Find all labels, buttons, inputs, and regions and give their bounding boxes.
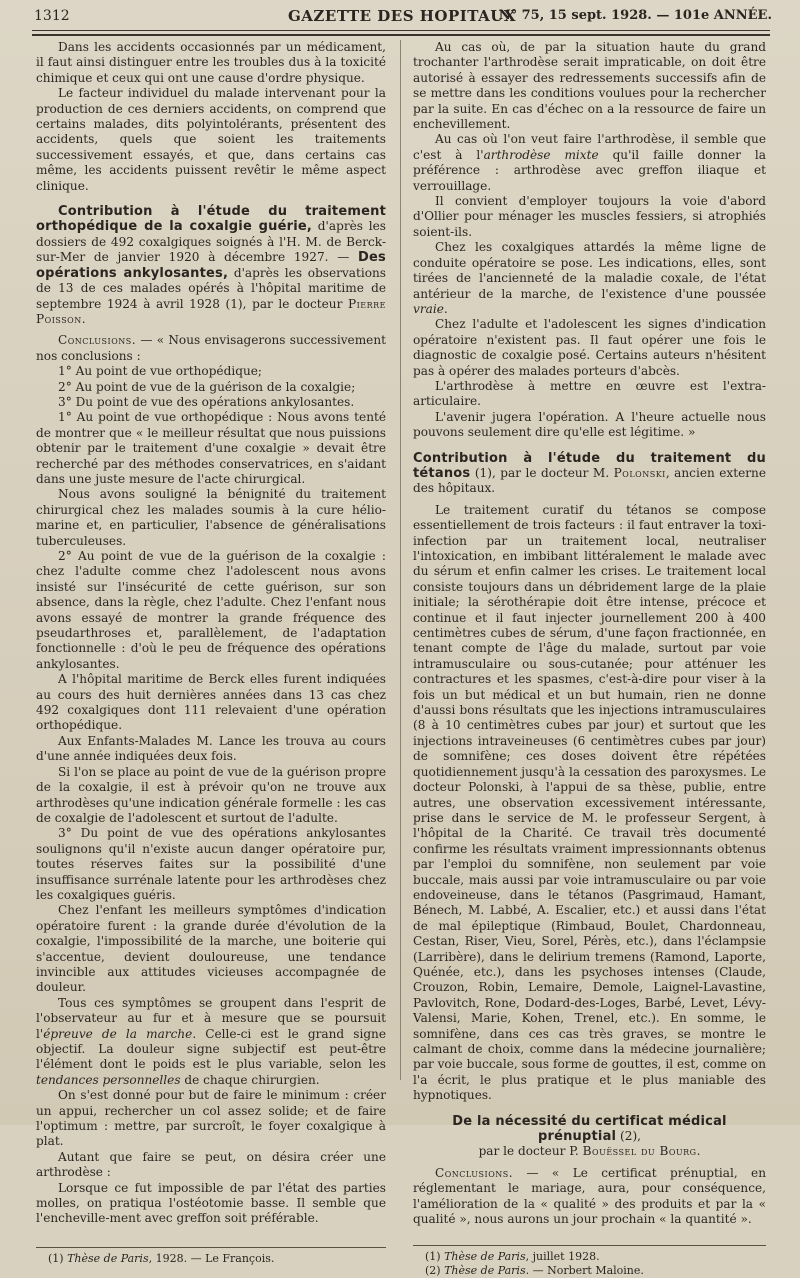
paragraph: 3° Du point de vue des opérations ankylosantes soulignons qu'il n'existe aucun danger opératoire pur, toutes réserves faites sur la possibilité d'une insuffisance surrénale latente pour les arthrodèses chez les coxalgiques guéris.	[36, 826, 386, 902]
article-subtitle: d'après les dossiers de 492 coxalgiques soignés à l'H. M. de Berck-sur-Mer de janvier 1920 à décembre 1927. —	[36, 219, 386, 265]
paragraph: Dans les accidents occasionnés par un médicament, il faut ainsi distinguer entre les troubles dus à la toxicité chimique et ceux qui ont une cause d'ordre physique.	[36, 40, 386, 85]
article-title: Contribution à l'étude du traitement orthopédique de la coxalgie guérie,	[36, 204, 386, 235]
footnote: (2) Thèse de Paris. — Norbert Maloine.	[425, 1264, 644, 1278]
paragraph: Chez l'enfant les meilleurs symptômes d'indication opératoire furent : la grande durée d'évolution de la coxalgie, l'impossibilité de la marche, une boiterie qui s'accentue, devient douloureuse, une tendance invincible aux attitudes vicieuses accompagnée de douleur.	[36, 903, 386, 995]
conclusions-label: Conclusions.	[435, 1165, 514, 1180]
article-title: Contribution à l'étude du traitement du tétanos	[413, 450, 766, 481]
paragraph: A l'hôpital maritime de Berck elles furent indiquées au cours des huit dernières années dans 13 cas chez 492 coxalgiques dont 111 relevaient d'une opération orthopédique.	[36, 672, 386, 733]
paragraph: Nous avons souligné la bénignité du traitement chirurgical chez les malades soumis à la cure hélio-marine et, en particulier, l'absence de généralisations tuberculeuses.	[36, 487, 386, 548]
list-item: 1° Au point de vue orthopédique;	[58, 364, 262, 379]
paragraph: Au cas où l'on veut faire l'arthrodèse, il semble que c'est à l'arthrodèse mixte qu'il faille donner la préférence : arthrodèse avec greffon iliaque et verrouillage.	[413, 132, 766, 193]
footnote: (1) Thèse de Paris, juillet 1928.	[425, 1250, 600, 1264]
paragraph: 1° Au point de vue orthopédique : Nous avons tenté de montrer que « le meilleur résultat que nous puissions obtenir par le traitement d'une coxalgie » devait être recherché par des méthodes conservatrices, en s'aidant dans une juste mesure de l'acte chirurgical.	[36, 410, 386, 486]
paragraph: Le traitement curatif du tétanos se compose essentiellement de trois facteurs : il faut entraver la toxi-infection par un traitement local, neutraliser l'intoxication, en imbibant littéralement le malade avec du sérum et enfin calmer les crises. Le traitement local consiste toujours dans un débridement large de la plaie initiale; la sérothérapie doit être intense, précoce et continue et il faut injecter journellement 200 à 400 centimètres cubes de sérum, d'une façon fractionnée, en tenant compte de l'âge du malade, surtout par voie intramusculaire ou sous-cutanée; pour atténuer les contractures et les spasmes, c'est-à-dire pour viser à la fois un but médical et un but humain, rien ne donne d'aussi bons résultats que les injections intramusculaires (8 à 10 centimètres cubes par jour) et surtout que les injections intraveineuses (6 centimètres cubes par jour) de somnifène; ces doses doivent être répétées quotidiennement jusqu'à la cessation des paroxysmes. Le docteur Polonski, à l'appui de sa thèse, publie, entre autres, une observation excessivement intéressante, prise dans le service de M. le professeur Sergent, à l'hôpital de la Charité. Ce travail très documenté confirme les résultats vraiment impressionnants obtenus par l'emploi du somnifène, non seulement par voie buccale, mais aussi par voie intramusculaire ou par voie endoveineuse, dans le tétanos (Pasgrimaud, Hamant, Bénech, M. Labbé, A. Escalier, etc.) et aussi dans l'état de mal épileptique (Rimbaud, Boulet, Chardonneau, Cestan, Riser, Vieu, Sorel, Pérès, etc.), dans l'éclampsie (Larribère), dans le delirium tremens (Ramond, Laporte, Quénée, etc.), dans les psychoses intenses (Claude, Crouzon, Robin, Lemaire, Demole, Laignel-Lavastine, Pavlovitch, Rone, Dodard-des-Loges, Barbé, Levet, Lévy-Valensi, Marie, Kohen, Trenel, etc.). En somme, le somnifène, dans ces cas très graves, se montre le calmant de choix, comme dans la médecine journalière; par voie buccale, sous forme de gouttes, il est, comme on l'a écrit, le plus pratique et le plus maniable des hypnotiques.	[413, 502, 766, 1103]
paragraph: Si l'on se place au point de vue de la guérison propre de la coxalgie, il est à prévoir qu'on ne trouve aux arthrodèses qu'une indication générale formelle : les cas de coxalgie de l'adolescent et surtout de l'adulte.	[36, 764, 386, 825]
paragraph: Le facteur individuel du malade intervenant pour la production de ces derniers accidents, on comprend que certains malades, dits polyintolérants, présentent des accidents, quels que soient les traitements successivement essayés, et que, dans certains cas même, les accidents puissent revêtir le même aspect clinique.	[36, 86, 386, 193]
list-item: 3° Du point de vue des opérations ankylosantes.	[58, 394, 355, 409]
paragraph: 2° Au point de vue de la guérison de la coxalgie : chez l'adulte comme chez l'adolescent nous avons insisté sur l'insécurité de cette guérison, sur son absence, dans la règle, chez l'adulte. Chez l'enfant nous avons essayé de montrer la grande fréquence des pseudarthroses et, parallèlement, de l'adaptation fonctionnelle : d'où le peu de fréquence des opérations ankylosantes.	[36, 549, 386, 671]
paragraph: L'arthrodèse à mettre en œuvre est l'extra-articulaire.	[413, 378, 766, 409]
article-subtitle: d'après les observations de 13 de ces malades opérés à l'hôpital maritime de septembre 1924 à avril 1928 (1), par le docteur	[36, 265, 386, 311]
paragraph: On s'est donné pour but de faire le minimum : créer un appui, rechercher un col assez solide; et de faire l'optimum : mettre, par surcroît, le foyer coxalgique à plat.	[36, 1088, 386, 1149]
article-heading	[36, 204, 386, 327]
page-number: 1312	[34, 8, 70, 24]
paragraph: Aux Enfants-Malades M. Lance les trouva au cours d'une année indiquées deux fois.	[36, 733, 386, 764]
footnote: (1) Thèse de Paris, 1928. — Le François.	[48, 1251, 275, 1265]
article-heading: Contribution à l'étude du traitement du tétanos (1), par le docteur M. Polonski, ancien externe des hôpitaux.	[413, 450, 766, 496]
issue-info: N° 75, 15 sept. 1928. — 101e ANNÉE.	[498, 8, 772, 23]
header-rule-thin	[32, 30, 770, 31]
footnote-rule	[413, 1245, 766, 1246]
conclusions-paragraph: Conclusions. — « Le certificat prénuptial, en réglementant le mariage, aura, pour conséquence, l'amélioration de la « qualité » des produits et par la « qualité », nous aurons un jour prochain « la quantité ».	[413, 1165, 766, 1227]
footnote-rule	[36, 1247, 386, 1248]
conclusions-label: Conclusions.	[58, 333, 137, 348]
article-title-secondary: Des opérations ankylosantes,	[36, 250, 386, 281]
left-column	[36, 40, 386, 1266]
paragraph: L'avenir jugera l'opération. A l'heure actuelle nous pouvons seulement dire qu'elle est légitime. »	[413, 409, 766, 440]
paragraph: Au cas où, de par la situation haute du grand trochanter l'arthrodèse serait impraticable, on doit être autorisé à essayer des redressements successifs afin de se mettre dans les conditions voulues pour la rechercher par la suite. En cas d'échec on a la ressource de faire un enchevillement.	[413, 40, 766, 132]
paragraph: Lorsque ce fut impossible de par l'état des parties molles, on pratiqua l'ostéotomie basse. Il semble que l'encheville-ment avec greffon soit préférable.	[36, 1180, 386, 1226]
list-item: 2° Au point de vue de la guérison de la coxalgie;	[58, 379, 356, 394]
paragraph: Autant que faire se peut, on désira créer une arthrodèse :	[36, 1149, 386, 1180]
column-divider	[400, 40, 401, 1080]
page-header	[32, 4, 772, 30]
article-title: De la nécessité du certificat médical prénuptial	[452, 1113, 727, 1145]
article-heading: De la nécessité du certificat médical prénuptial (2), par le docteur P. Bouëssel du Bourg.	[452, 1113, 727, 1159]
paragraph: Chez l'adulte et l'adolescent les signes d'indication opératoire n'existent pas. Il faut opérer une fois le diagnostic de coxalgie posé. Certains auteurs n'hésitent pas à opérer des malades porteurs d'abcès.	[413, 317, 766, 378]
article-author: Pierre Poisson.	[36, 296, 386, 326]
article-author: Polonski	[613, 465, 666, 480]
journal-title: GAZETTE DES HOPITAUX	[287, 7, 516, 25]
article-author: Bouëssel du Bourg	[582, 1144, 697, 1159]
conclusions-intro: Conclusions. — « Nous envisagerons successivement nos conclusions :	[36, 333, 386, 363]
paragraph: Tous ces symptômes se groupent dans l'esprit de l'observateur au fur et à mesure que se poursuit l'épreuve de la marche. Celle-ci est le grand signe objectif. La douleur signe subjectif est peut-être l'élément dont le poids est le plus variable, selon les tendances personnelles de chaque chirurgien.	[36, 995, 387, 1087]
right-column	[413, 40, 766, 1278]
paragraph: Il convient d'employer toujours la voie d'abord d'Ollier pour ménager les muscles fessiers, si atrophiés soient-ils.	[413, 194, 766, 239]
paragraph: Chez les coxalgiques attardés la même ligne de conduite opératoire se pose. Les indications, elles, sont tirées de l'ancienneté de la maladie coxale, de l'état antérieur de la marche, de l'existence d'une poussée vraie.	[413, 240, 766, 316]
header-rule-thick	[32, 34, 770, 36]
